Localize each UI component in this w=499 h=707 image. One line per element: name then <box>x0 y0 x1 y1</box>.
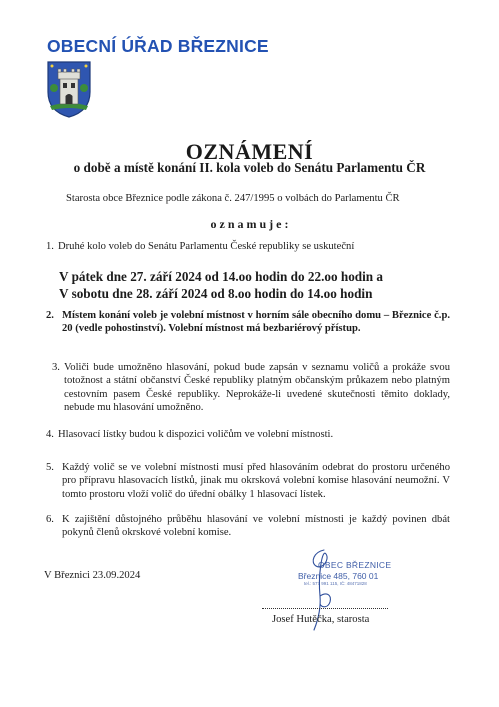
announces-heading: o z n a m u j e : <box>210 217 289 231</box>
item-text: Hlasovací lístky budou k dispozici voličům ve volební místnosti. <box>58 429 334 440</box>
list-item <box>46 513 450 540</box>
signature-line <box>262 608 388 609</box>
coat-of-arms-icon <box>46 60 92 118</box>
place-and-date: V Březnici 23.09.2024 <box>44 570 141 581</box>
item-number: 2. <box>46 310 54 321</box>
item-number: 5. <box>46 462 54 473</box>
notice-subtitle: o době a místě konání II. kola voleb do Senátu Parlamentu ČR <box>73 160 426 175</box>
item-text: Druhé kolo voleb do Senátu Parlamentu České republiky se uskuteční <box>58 241 355 252</box>
item-text: Voliči bude umožněno hlasování, pokud bude zapsán v seznamu voličů a prokáže svou totožnost a státní občanství České republiky platným občanským průkazem nebo platným cestovním pasem České republiky. Neprokáže-li uvedené skutečnosti těmito doklady, nebude mu hlasování umožněno. <box>64 362 450 414</box>
notice-title: OZNÁMENÍ <box>185 139 314 164</box>
intro-text: Starosta obce Březnice podle zákona č. 247/1995 o volbách do Parlamentu ČR <box>66 193 400 204</box>
election-dates <box>59 268 383 302</box>
list-item <box>52 361 450 415</box>
item-text: Každý volič se ve volební místnosti musí před hlasováním odebrat do prostoru určeného pro přípravu hlasovacích lístků, jinak mu okrsková volební komise hlasování neumožní. V tomto prostoru vloží volič do úřední obálky 1 hlasovací lístek. <box>62 462 450 500</box>
signer-name: Josef Hutěčka, starosta <box>272 614 370 625</box>
item-number: 4. <box>46 429 54 440</box>
date-friday: V pátek dne 27. září 2024 od 14.oo hodin do 22.oo hodin a <box>59 269 384 284</box>
list-item <box>46 461 450 501</box>
office-name: OBECNÍ ÚŘAD BŘEZNICE <box>47 36 269 56</box>
item-number: 3. <box>52 362 60 373</box>
item-text: K zajištění důstojného průběhu hlasování ve volební místnosti je každý povinen dbát pokynů členů okrskové volební komise. <box>62 514 450 539</box>
item-number: 6. <box>46 514 54 525</box>
item-text: Místem konání voleb je volební místnost v horním sále obecního domu – Březnice č.p. 20 (vedle pohostinství). Volební místnost má bezbariérový přístup. <box>62 310 450 335</box>
list-item <box>46 428 333 441</box>
stamp-line-1: OBEC BŘEZNICE <box>318 560 392 570</box>
stamp-line-2: Březnice 485, 760 01 <box>298 571 379 581</box>
list-item <box>46 309 450 336</box>
stamp-line-3: tel.: 577 991 115, IČ: 48471828 <box>304 581 367 586</box>
item-number: 1. <box>46 241 54 252</box>
list-item <box>46 240 354 253</box>
date-saturday: V sobotu dne 28. září 2024 od 8.oo hodin do 14.oo hodin <box>59 286 373 301</box>
